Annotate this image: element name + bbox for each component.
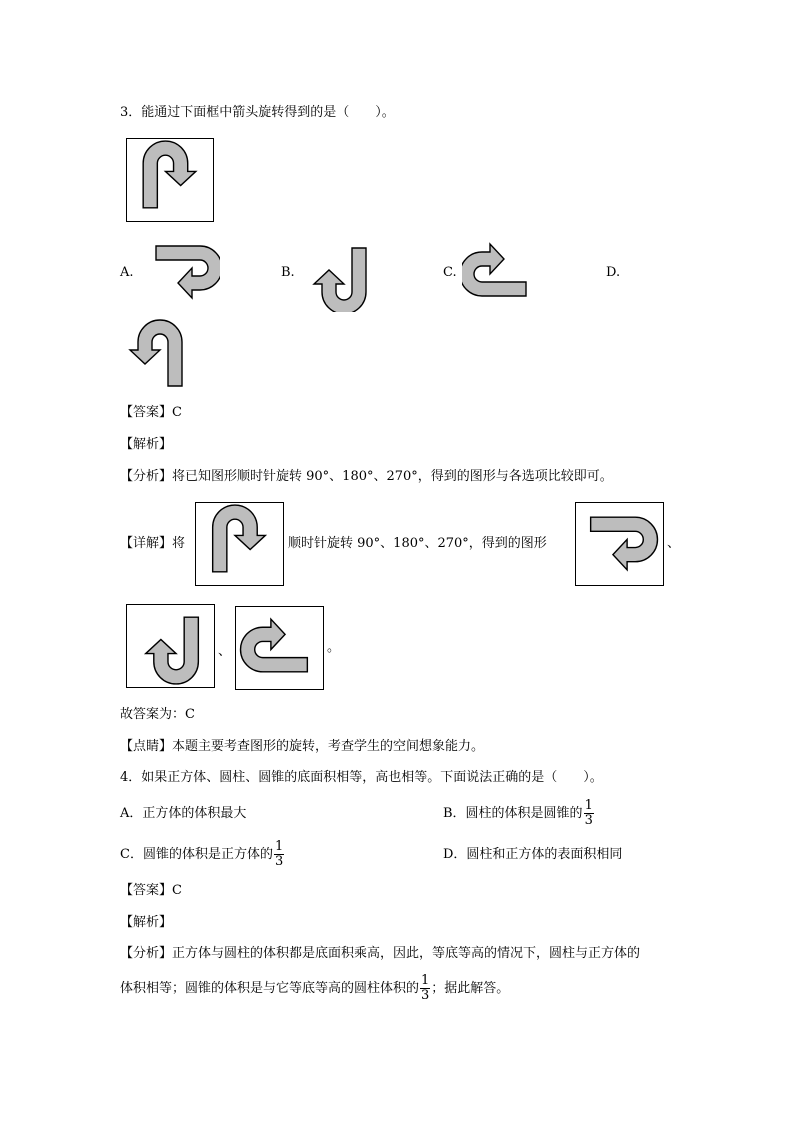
fraction-denominator: 3	[421, 988, 430, 1003]
q3-detail-start: 【详解】将	[120, 536, 186, 551]
q3-rotated-180-figure	[126, 604, 215, 688]
arrow-icon	[462, 232, 542, 312]
q4-option-a: A．正方体的体积最大	[120, 806, 247, 821]
q3-detail-original-figure	[195, 502, 284, 586]
q3-rotated-270-figure	[235, 606, 324, 690]
arrow-icon	[140, 232, 220, 312]
q4-analysis-line1: 【分析】正方体与圆柱的体积都是底面积乘高，因此，等底等高的情况下，圆柱与正方体的	[120, 946, 641, 961]
q3-option-d-figure	[112, 314, 192, 394]
q3-conclusion: 故答案为：C	[120, 707, 195, 722]
fraction-numerator: 1	[584, 798, 593, 813]
q4-analysis-line2	[120, 972, 509, 1006]
one-third-fraction	[420, 974, 430, 1003]
arrow-icon	[576, 503, 662, 584]
q3-stem: 3．能通过下面框中箭头旋转得到的是（ ）。	[120, 105, 395, 120]
q4-analysis-line2-text: 体积相等；圆锥的体积是与它等底等高的圆柱体积的	[120, 981, 420, 996]
q4-option-c	[120, 838, 285, 872]
fraction-denominator: 3	[274, 854, 284, 869]
q4-analysis-head: 【解析】	[120, 915, 173, 930]
q3-option-c-label: C.	[443, 265, 457, 280]
q3-option-a-label: A.	[120, 265, 134, 280]
q3-separator-2: 、	[218, 644, 232, 659]
q4-answer: 【答案】C	[120, 883, 182, 898]
q3-analysis-head: 【解析】	[120, 437, 173, 452]
u-arrow-icon	[196, 503, 282, 584]
q3-detail-text: 顺时针旋转 90°、180°、270°，得到的图形	[288, 536, 547, 551]
one-third-fraction	[274, 840, 284, 869]
fraction-denominator: 3	[584, 813, 593, 828]
arrow-icon	[236, 607, 322, 688]
q4-option-b	[443, 797, 595, 831]
fraction-numerator: 1	[274, 839, 284, 854]
q4-stem: 4．如果正方体、圆柱、圆锥的底面积相等，高也相等。下面说法正确的是（ ）。	[120, 770, 603, 785]
q3-option-c-figure	[462, 232, 542, 312]
q4-option-d: D．圆柱和正方体的表面积相同	[443, 847, 623, 862]
q4-analysis-line2-end: ；据此解答。	[431, 981, 510, 996]
q3-option-d-label: D.	[606, 265, 621, 280]
q3-rotated-90-figure	[575, 502, 664, 586]
q3-comment: 【点睛】本题主要考查图形的旋转，考查学生的空间想象能力。	[120, 739, 485, 754]
one-third-fraction	[584, 799, 594, 828]
q3-option-b-figure	[298, 232, 378, 312]
q3-separator-1: 、	[667, 536, 681, 551]
q4-option-b-text: B．圆柱的体积是圆锥的	[443, 806, 583, 821]
u-arrow-icon	[127, 139, 212, 220]
arrow-icon	[112, 314, 192, 394]
q4-option-c-text: C．圆锥的体积是正方体的	[120, 847, 273, 862]
arrow-icon	[127, 605, 213, 686]
q3-end-mark: 。	[327, 640, 341, 655]
fraction-numerator: 1	[421, 973, 430, 988]
q3-answer: 【答案】C	[120, 405, 182, 420]
q3-analysis: 【分析】将已知图形顺时针旋转 90°、180°、270°，得到的图形与各选项比较即可。	[120, 469, 613, 484]
q3-option-a-figure	[140, 232, 220, 312]
q3-original-figure	[126, 138, 214, 222]
arrow-icon	[298, 232, 378, 312]
q3-option-b-label: B.	[281, 265, 295, 280]
